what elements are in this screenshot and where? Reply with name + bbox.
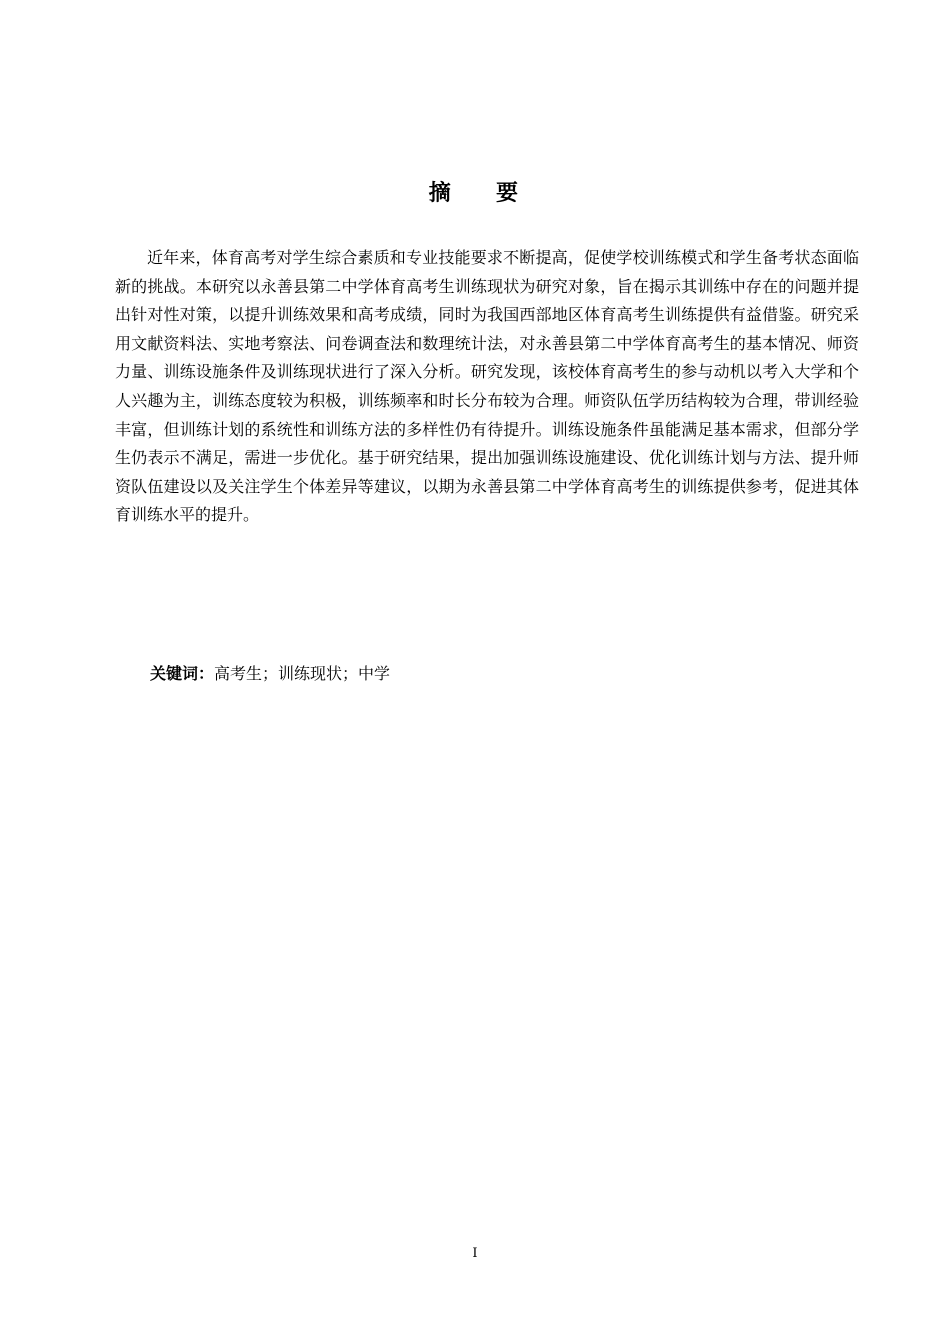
abstract-title-part2: 要 (496, 181, 522, 206)
abstract-title-part1: 摘 (428, 181, 454, 206)
abstract-title (0, 178, 950, 210)
page-number: I (472, 1246, 478, 1261)
keywords-label: 关键词： (150, 664, 215, 683)
keywords-line (150, 660, 390, 688)
keywords-values: 高考生；训练现状；中学 (214, 664, 391, 683)
abstract-body: 近年来，体育高考对学生综合素质和专业技能要求不断提高，促使学校训练模式和学生备考状态面临新的挑战。本研究以永善县第二中学体育高考生训练现状为研究对象，旨在揭示其训练中存在的问题并提出针对性对策，以提升训练效果和高考成绩，同时为我国西部地区体育高考生训练提供有益借鉴。研究采用文献资料法、实地考察法、问卷调查法和数理统计法，对永善县第二中学体育高考生的基本情况、师资力量、训练设施条件及训练现状进行了深入分析。研究发现，该校体育高考生的参与动机以考入大学和个人兴趣为主，训练态度较为积极，训练频率和时长分布较为合理。师资队伍学历结构较为合理，带训经验丰富，但训练计划的系统性和训练方法的多样性仍有待提升。训练设施条件虽能满足基本需求，但部分学生仍表示不满足，需进一步优化。基于研究结果，提出加强训练设施建设、优化训练计划与方法、提升师资队伍建设以及关注学生个体差异等建议，以期为永善县第二中学体育高考生的训练提供参考，促进其体育训练水平的提升。 (115, 248, 859, 525)
